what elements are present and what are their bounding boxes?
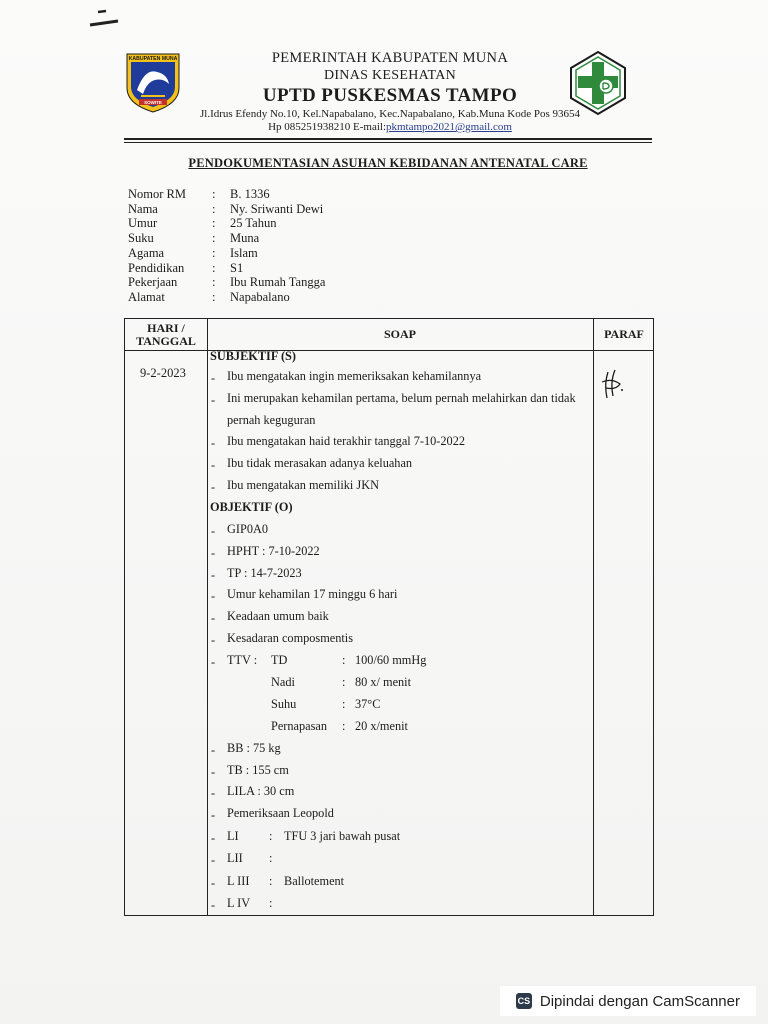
camscanner-icon: CS xyxy=(516,993,532,1009)
ttv-value: 100/60 mmHg xyxy=(355,653,427,667)
ttv-name: Suhu xyxy=(271,697,297,711)
identity-value: Napabalano xyxy=(230,289,290,304)
identity-value: Ibu Rumah Tangga xyxy=(230,275,326,290)
column-header-date-line2: TANGGAL xyxy=(136,334,196,348)
bullet-dash: - xyxy=(211,786,216,800)
bullet-dash: - xyxy=(211,808,216,822)
institution-name: UPTD PUSKESMAS TAMPO xyxy=(262,85,518,106)
subjektif-item: Ibu tidak merasakan adanya keluahan xyxy=(227,456,413,470)
leopold-name: L IV xyxy=(227,896,251,910)
objektif-item: Pemeriksaan Leopold xyxy=(227,806,334,820)
identity-row xyxy=(128,290,325,305)
identity-value: Islam xyxy=(230,245,258,260)
objektif-item: Umur kehamilan 17 minggu 6 hari xyxy=(227,587,398,601)
column-header-date xyxy=(125,322,207,348)
identity-row xyxy=(128,275,325,290)
identity-label: Agama xyxy=(128,245,165,260)
identity-label: Umur xyxy=(128,216,158,231)
leopold-colon: : xyxy=(269,829,273,843)
identity-label: Suku xyxy=(128,231,154,246)
ttv-name: TD xyxy=(271,653,288,667)
identity-value: Ny. Sriwanti Dewi xyxy=(230,201,324,216)
subjektif-item-continued: pernah keguguran xyxy=(227,413,316,427)
department-name: DINAS KESEHATAN xyxy=(323,68,457,83)
identity-row xyxy=(128,187,325,202)
pen-mark xyxy=(88,8,122,30)
bullet-dash: - xyxy=(211,831,216,845)
objektif-item: Kesadaran composmentis xyxy=(227,631,354,645)
identity-colon: : xyxy=(212,201,216,216)
bullet-dash: - xyxy=(211,655,216,669)
ttv-value: 20 x/menit xyxy=(355,719,408,733)
bullet-dash: - xyxy=(211,589,216,603)
leopold-colon: : xyxy=(269,874,273,888)
column-header-soap: SOAP xyxy=(383,327,416,341)
ttv-colon: : xyxy=(342,697,346,711)
bullet-dash: - xyxy=(211,480,216,494)
identity-row xyxy=(128,231,325,246)
column-header-date-line1: HARI / xyxy=(147,321,185,335)
leopold-name: LII xyxy=(227,851,243,865)
identity-row xyxy=(128,246,325,261)
bullet-dash: - xyxy=(211,524,216,538)
objektif-item: TB : 155 cm xyxy=(227,763,289,777)
identity-row xyxy=(128,202,325,217)
letterhead xyxy=(190,50,590,134)
subjektif-item: Ibu mengatakan memiliki JKN xyxy=(227,478,379,492)
bullet-dash: - xyxy=(211,546,216,560)
identity-label: Alamat xyxy=(128,289,165,304)
contact-email: pkmtampo2021@gmail.com xyxy=(386,121,512,133)
institution-address: Jl.Idrus Efendy No.10, Kel.Napabalano, Kec.Napabalano, Kab.Muna Kode Pos 93654 xyxy=(199,108,580,120)
leopold-value: TFU 3 jari bawah pusat xyxy=(284,829,401,843)
identity-colon: : xyxy=(212,260,216,275)
bullet-dash: - xyxy=(211,876,216,890)
bullet-dash: - xyxy=(211,458,216,472)
identity-label: Nama xyxy=(128,201,158,216)
leopold-colon: : xyxy=(269,896,273,910)
identity-colon: : xyxy=(212,216,216,231)
document-title: PENDOKUMENTASIAN ASUHAN KEBIDANAN ANTENATAL CARE xyxy=(188,156,588,170)
svg-text:KABUPATEN MUNA: KABUPATEN MUNA xyxy=(128,56,178,62)
objektif-item: LILA : 30 cm xyxy=(227,784,295,798)
objektif-item: BB : 75 kg xyxy=(227,741,281,755)
bullet-dash: - xyxy=(211,898,216,912)
identity-label: Pendidikan xyxy=(128,260,185,275)
identity-value: S1 xyxy=(230,260,244,275)
ttv-colon: : xyxy=(342,675,346,689)
identity-colon: : xyxy=(212,231,216,246)
identity-value: B. 1336 xyxy=(230,187,270,201)
section-objektif-title: OBJEKTIF (O) xyxy=(210,500,293,514)
section-subjektif-title: SUBJEKTIF (S) xyxy=(210,349,296,363)
soap-table xyxy=(124,318,654,916)
subjektif-item: Ibu mengatakan haid terakhir tanggal 7-10-2022 xyxy=(227,434,465,448)
objektif-item: Keadaan umum baik xyxy=(227,609,329,623)
patient-identity xyxy=(128,187,325,305)
identity-label: Nomor RM xyxy=(128,187,186,201)
table-header-rule xyxy=(125,350,653,351)
ttv-colon: : xyxy=(342,719,346,733)
table-divider xyxy=(207,319,208,915)
identity-value: 25 Tahun xyxy=(230,216,277,231)
ttv-name: Nadi xyxy=(271,675,295,689)
government-name: PEMERINTAH KABUPATEN MUNA xyxy=(271,50,509,66)
objektif-item: HPHT : 7-10-2022 xyxy=(227,544,320,558)
identity-row xyxy=(128,261,325,276)
bullet-dash: - xyxy=(211,371,216,385)
table-divider xyxy=(593,319,594,915)
identity-colon: : xyxy=(212,245,216,260)
subjektif-item: Ini merupakan kehamilan pertama, belum pernah melahirkan dan tidak xyxy=(227,391,576,405)
identity-label: Pekerjaan xyxy=(128,275,178,290)
leopold-value: Ballotement xyxy=(284,874,345,888)
ttv-label: TTV : xyxy=(227,653,258,667)
letterhead-rule-thin xyxy=(124,142,652,143)
camscanner-label: Dipindai dengan CamScanner xyxy=(539,992,740,1010)
bullet-dash: - xyxy=(211,853,216,867)
identity-colon: : xyxy=(212,187,216,201)
contact-phone: Hp 085251938210 E-mail: xyxy=(268,121,386,133)
ttv-colon: : xyxy=(342,653,346,667)
kabupaten-muna-emblem xyxy=(123,50,183,114)
bullet-dash: - xyxy=(211,633,216,647)
institution-contact xyxy=(190,121,590,134)
paraf-signature xyxy=(598,368,632,404)
ttv-value: 80 x/ menit xyxy=(355,675,412,689)
column-header-paraf: PARAF xyxy=(604,327,644,341)
subjektif-item: Ibu mengatakan ingin memeriksakan kehamilannya xyxy=(227,369,482,383)
bullet-dash: - xyxy=(211,611,216,625)
visit-date: 9-2-2023 xyxy=(140,366,186,380)
leopold-name: L III xyxy=(227,874,250,888)
camscanner-watermark xyxy=(500,986,756,1016)
identity-value: Muna xyxy=(230,231,260,246)
identity-row xyxy=(128,216,325,231)
letterhead-rule-thick xyxy=(124,138,652,140)
objektif-item: GIP0A0 xyxy=(227,522,268,536)
bullet-dash: - xyxy=(211,393,216,407)
objektif-item: TP : 14-7-2023 xyxy=(227,566,302,580)
bullet-dash: - xyxy=(211,568,216,582)
svg-text:SOWITE: SOWITE xyxy=(144,100,162,105)
ttv-value: 37°C xyxy=(355,697,381,711)
leopold-name: LI xyxy=(227,829,239,843)
bullet-dash: - xyxy=(211,743,216,757)
bullet-dash: - xyxy=(211,765,216,779)
identity-colon: : xyxy=(212,289,216,304)
leopold-colon: : xyxy=(269,851,273,865)
identity-colon: : xyxy=(212,275,216,290)
bullet-dash: - xyxy=(211,436,216,450)
ttv-name: Pernapasan xyxy=(271,719,327,733)
